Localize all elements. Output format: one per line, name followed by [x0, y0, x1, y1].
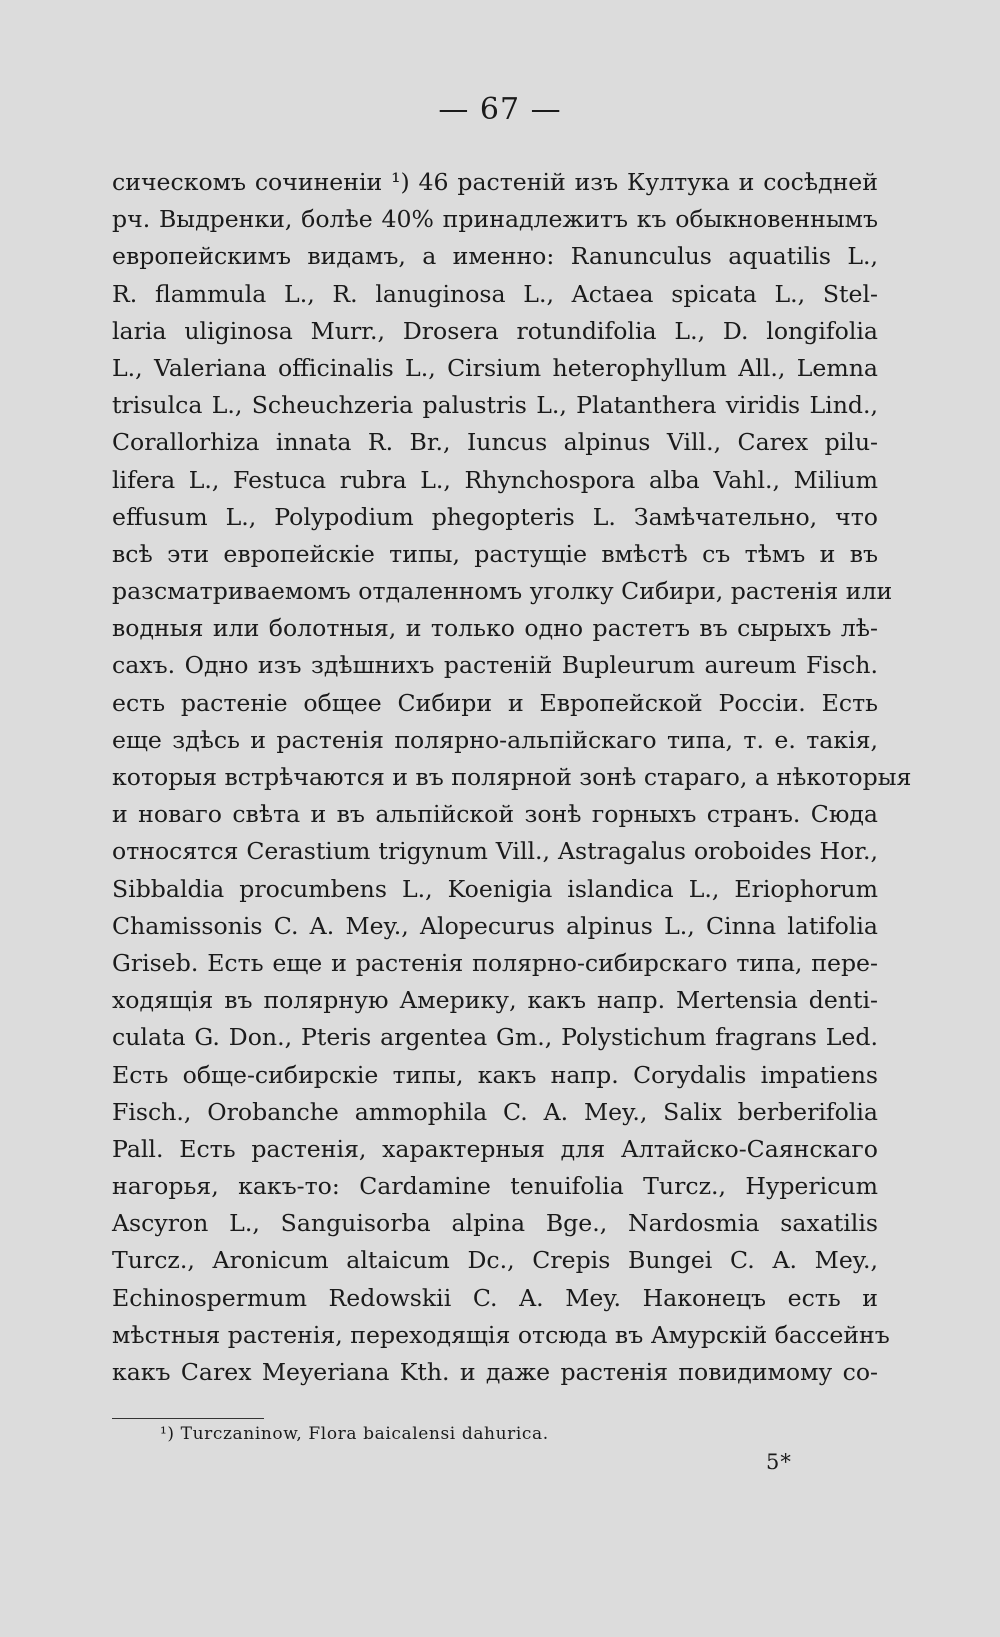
- text-line: ходящія въ полярную Америку, какъ напр. Mertensia denti-: [112, 986, 878, 1015]
- text-line: culata G. Don., Pteris argentea Gm., Polystichum fragrans Led.: [112, 1023, 878, 1052]
- text-line: Sibbaldia procumbens L., Koenigia islandica L., Eriophorum: [112, 874, 878, 903]
- text-line: laria uliginosa Murr., Drosera rotundifolia L., D. longifolia: [112, 316, 878, 345]
- text-line: которыя встрѣчаются и въ полярной зонѣ стараго, а нѣкоторыя: [112, 763, 912, 791]
- text-line: Turcz., Aronicum altaicum Dc., Crepis Bungei C. A. Mey.,: [112, 1246, 878, 1275]
- text-line: относятся Cerastium trigynum Vill., Astragalus oroboides Hor.,: [112, 837, 878, 866]
- text-line: разсматриваемомъ отдаленномъ уголку Сибири, растенія или: [112, 577, 893, 606]
- text-line: водныя или болотныя, и только одно растетъ въ сырыхъ лѣ-: [112, 614, 878, 643]
- text-line: рч. Выдренки, болѣе 40% принадлежитъ къ обыкновеннымъ: [112, 205, 878, 234]
- text-line: какъ Carex Meyeriana Kth. и даже растенія повидимому со-: [112, 1358, 878, 1386]
- text-line: effusum L., Polypodium phegopteris L. Замѣчательно, что: [112, 502, 878, 531]
- text-line: европейскимъ видамъ, а именно: Ranunculus aquatilis L.,: [112, 242, 878, 271]
- text-line: нагорья, какъ-то: Cardamine tenuifolia Turcz., Hypericum: [112, 1172, 878, 1201]
- text-line: сахъ. Одно изъ здѣшнихъ растеній Bupleurum aureum Fisch.: [112, 651, 878, 680]
- text-line: L., Valeriana officinalis L., Cirsium heterophyllum All., Lemna: [112, 353, 878, 382]
- text-line: Griseb. Есть еще и растенія полярно-сибирскаго типа, пере-: [112, 948, 878, 977]
- body-text: [112, 164, 912, 1391]
- text-line: есть растеніе общее Сибири и Европейской Россіи. Есть: [112, 688, 878, 717]
- text-line: R. flammula L., R. lanuginosa L., Actaea spicata L., Stel-: [112, 279, 878, 308]
- text-line: мѣстныя растенія, переходящія отсюда въ Амурскій бассейнъ: [112, 1320, 890, 1349]
- footnote-divider: [112, 1418, 264, 1419]
- footnote: ¹) Turczaninow, Flora baicalensi dahurica.: [160, 1424, 549, 1444]
- text-line: еще здѣсь и растенія полярно-альпійскаго типа, т. е. такія,: [112, 725, 878, 754]
- text-line: lifera L., Festuca rubra L., Rhynchospora alba Vahl., Milium: [112, 465, 878, 494]
- text-line: Corallorhiza innata R. Br., Iuncus alpinus Vill., Carex pilu-: [112, 428, 878, 457]
- text-line: Pall. Есть растенія, характерныя для Алтайско-Саянскаго: [112, 1134, 878, 1163]
- text-line: Есть обще-сибирскіе типы, какъ напр. Corydalis impatiens: [112, 1060, 878, 1089]
- page-number: — 67 —: [438, 92, 562, 127]
- text-line: и новаго свѣта и въ альпійской зонѣ горныхъ странъ. Сюда: [112, 800, 878, 829]
- text-line: Chamissonis C. A. Mey., Alopecurus alpinus L., Cinna latifolia: [112, 911, 878, 940]
- text-line: Echinospermum Redowskii C. A. Mey. Наконецъ есть и: [112, 1283, 878, 1312]
- text-line: trisulca L., Scheuchzeria palustris L., Platanthera viridis Lind.,: [112, 391, 878, 420]
- text-line: всѣ эти европейскіе типы, растущіе вмѣстѣ съ тѣмъ и въ: [112, 539, 878, 568]
- text-line: Ascyron L., Sanguisorba alpina Bge., Nardosmia saxatilis: [112, 1209, 878, 1238]
- text-line: Fisch., Orobanche ammophila C. A. Mey., Salix berberifolia: [112, 1097, 878, 1126]
- text-line: сическомъ сочиненіи ¹) 46 растеній изъ Култука и сосѣдней: [112, 168, 878, 196]
- signature-mark: 5*: [766, 1450, 792, 1474]
